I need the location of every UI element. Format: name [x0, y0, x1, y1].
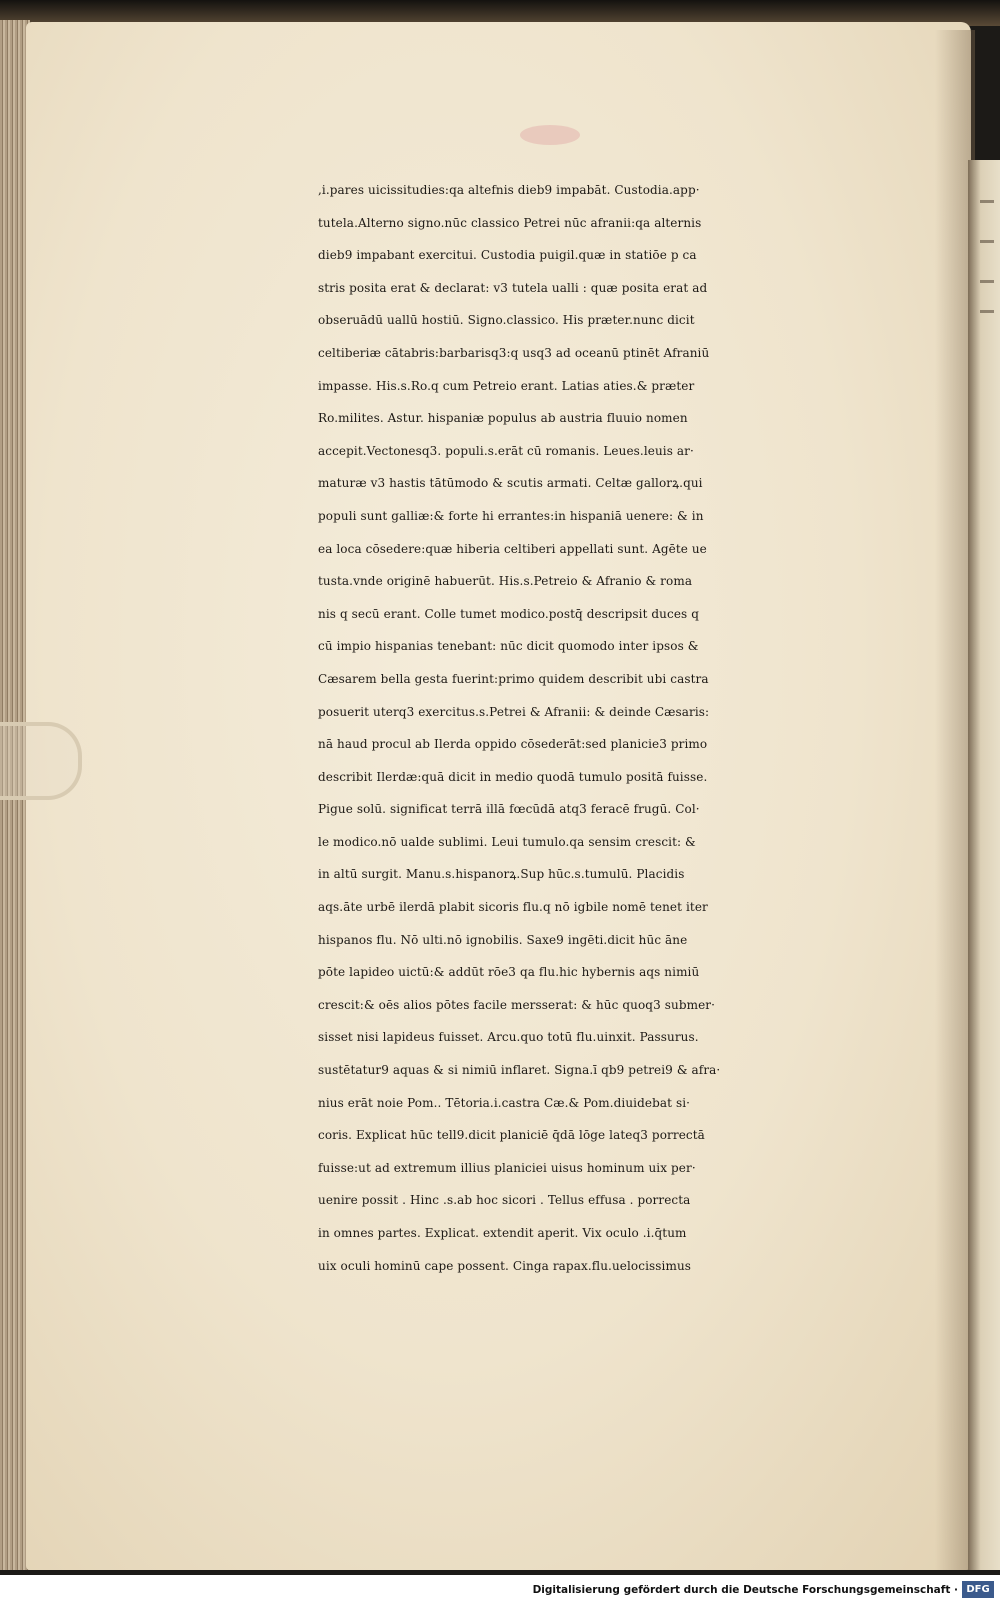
text-line: cū impio hispanias tenebant: nūc dicit quomodo inter ipsos &	[318, 639, 699, 654]
dfg-logo: DFG	[962, 1581, 994, 1598]
text-line: obseruādū uallū hostiū. Signo.classico. His præter.nunc dicit	[318, 313, 695, 328]
text-line: dieb9 impabant exercitui. Custodia puigil.quæ in statiōe p ca	[318, 248, 697, 263]
text-line: coris. Explicat hūc tell9.dicit planiciē q̄dā lōge lateq3 porrectā	[318, 1128, 705, 1143]
text-line: maturæ v3 hastis tātūmodo & scutis armati. Celtæ gallorꝝ.qui	[318, 476, 703, 491]
book-clasp	[0, 722, 82, 800]
page-text	[318, 174, 918, 1282]
text-line: describit Ilerdæ:quā dicit in medio quodā tumulo positā fuisse.	[318, 769, 708, 784]
text-line: hispanos flu. Nō ulti.nō ignobilis. Saxe9 ingēti.dicit hūc āne	[318, 932, 688, 947]
text-line: fuisse:ut ad extremum illius planiciei uisus hominum uix per·	[318, 1160, 696, 1175]
text-line: accepit.Vectonesq3. populi.s.erāt cū romanis. Leues.leuis ar·	[318, 443, 694, 458]
text-line: Pigue solū. significat terrā illā fœcūdā atq3 feracē frugū. Col·	[318, 802, 700, 817]
text-line: impasse. His.s.Ro.q cum Petreio erant. Latias aties.& præter	[318, 378, 695, 393]
text-line: stris posita erat & declarat: v3 tutela ualli : quæ posita erat ad	[318, 280, 708, 295]
footer-bar	[0, 1575, 1000, 1605]
text-line: aqs.āte urbē ilerdā plabit sicoris flu.q nō igbile nomē tenet iter	[318, 900, 708, 915]
text-line: sisset nisi lapideus fuisset. Arcu.quo totū flu.uinxit. Passurus.	[318, 1030, 699, 1045]
text-line: ,i.pares uicissitudies:qa altefnis dieb9 impabāt. Custodia.app·	[318, 183, 700, 197]
text-line: posuerit uterq3 exercitus.s.Petrei & Afranii: & deinde Cæsaris:	[318, 704, 710, 719]
text-line: tutela.Alterno signo.nūc classico Petrei nūc afranii:qa alternis	[318, 215, 702, 230]
adjacent-page-edge	[968, 160, 1000, 1570]
text-line: le modico.nō ualde sublimi. Leui tumulo.qa sensim crescit: &	[318, 834, 696, 849]
red-ink-mark	[520, 125, 580, 145]
text-line: nis q secū erant. Colle tumet modico.postq̄ descripsit duces q	[318, 606, 699, 621]
text-line: celtiberiæ cātabris:barbarisq3:q usq3 ad oceanū ptinēt Afraniū	[318, 345, 710, 360]
text-line: nius erāt noie Pom.. Tētoria.i.castra Cæ.& Pom.diuidebat si·	[318, 1095, 691, 1110]
text-line: nā haud procul ab Ilerda oppido cōsederāt:sed planicie3 primo	[318, 737, 708, 752]
text-line: in altū surgit. Manu.s.hispanorꝝ.Sup hūc.s.tumulū. Placidis	[318, 867, 685, 882]
text-line: Cæsarem bella gesta fuerint:primo quidem describit ubi castra	[318, 671, 709, 686]
funding-credit: Digitalisierung gefördert durch die Deutsche Forschungsgemeinschaft ·	[532, 1584, 958, 1596]
text-line: tusta.vnde originē habuerūt. His.s.Petreio & Afranio & roma	[318, 574, 693, 589]
text-line: in omnes partes. Explicat. extendit aperit. Vix oculo .i.q̄tum	[318, 1226, 687, 1240]
text-line: uix oculi hominū cape possent. Cinga rapax.flu.uelocissimus	[318, 1258, 692, 1273]
text-line: uenire possit . Hinc .s.ab hoc sicori . Tellus effusa . porrecta	[318, 1193, 691, 1208]
text-line: crescit:& oēs alios pōtes facile mersserat: & hūc quoq3 submer·	[318, 997, 716, 1012]
text-line: Ro.milites. Astur. hispaniæ populus ab austria fluuio nomen	[318, 411, 688, 426]
text-line: sustētatur9 aquas & si nimiū inflaret. Signa.ī qb9 petrei9 & afra·	[318, 1063, 721, 1078]
text-line: ea loca cōsedere:quæ hiberia celtiberi appellati sunt. Agēte ue	[318, 541, 707, 556]
text-line: populi sunt galliæ:& forte hi errantes:in hispaniā uenere: & in	[318, 508, 704, 523]
text-line: pōte lapideo uictū:& addūt rōe3 qa flu.hic hybernis aqs nimiū	[318, 965, 700, 980]
